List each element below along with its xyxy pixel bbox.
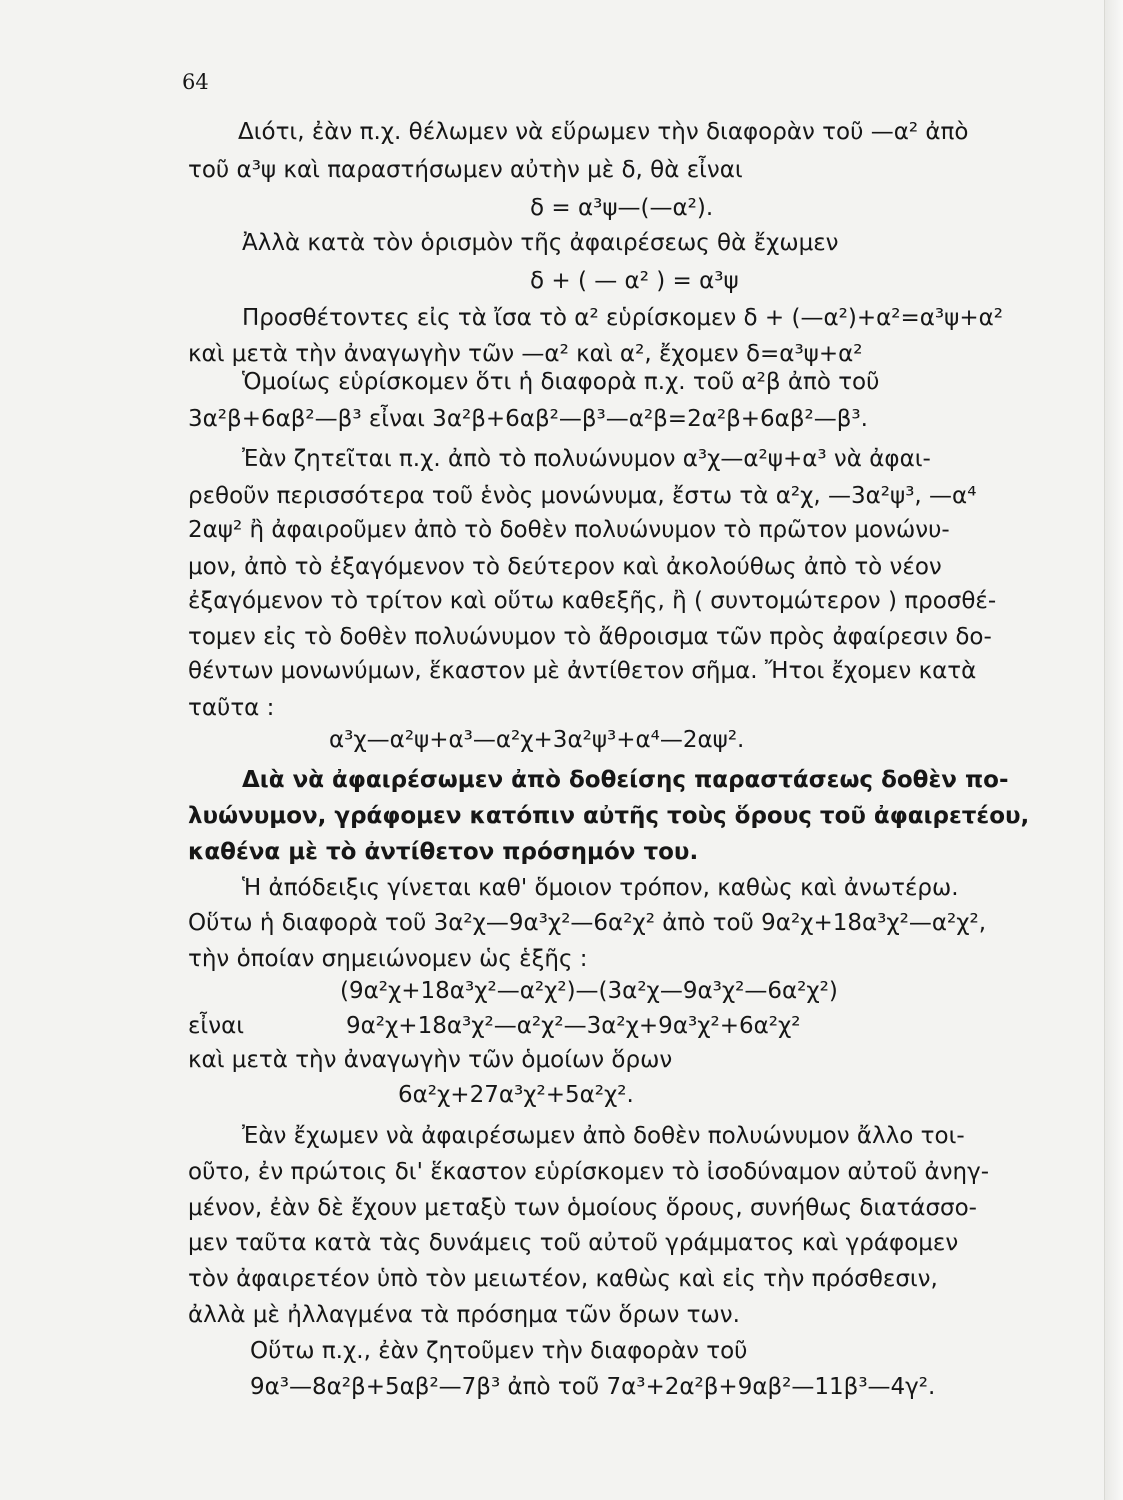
text-line: τὸν ἀφαιρετέον ὑπὸ τὸν μειωτέον, καθὼς καὶ εἰς τὴν πρόσθεσιν, bbox=[188, 1266, 938, 1292]
text-line: Ἡ ἀπόδειξις γίνεται καθ' ὅμοιον τρόπον, καθὼς καὶ ἀνωτέρω. bbox=[242, 875, 959, 901]
equation-line: δ = α³ψ—(—α²). bbox=[530, 195, 714, 221]
text-line: μεν ταῦτα κατὰ τὰς δυνάμεις τοῦ αὐτοῦ γράμματος καὶ γράφομεν bbox=[188, 1230, 959, 1256]
text-line: Ὁμοίως εὑρίσκομεν ὅτι ἡ διαφορὰ π.χ. τοῦ α²β ἀπὸ τοῦ bbox=[242, 369, 880, 395]
text-line: μον, ἀπὸ τὸ ἐξαγόμενον τὸ δεύτερον καὶ ἀκολούθως ἀπὸ τὸ νέον bbox=[188, 554, 942, 580]
text-line: ρεθοῦν περισσότερα τοῦ ἑνὸς μονώνυμα, ἔστω τὰ α²χ, —3α²ψ³, —α⁴ bbox=[188, 483, 977, 509]
text-line: 2αψ² ἢ ἀφαιροῦμεν ἀπὸ τὸ δοθὲν πολυώνυμον τὸ πρῶτον μονώνυ- bbox=[188, 517, 950, 543]
rule-text-line: λυώνυμον, γράφομεν κατόπιν αὐτῆς τοὺς ὅρους τοῦ ἀφαιρετέου, bbox=[188, 803, 1030, 829]
text-line: ἐξαγόμενον τὸ τρίτον καὶ οὕτω καθεξῆς, ἢ ( συντομώτερον ) προσθέ- bbox=[188, 588, 997, 614]
equation-line: α³χ—α²ψ+α³—α²χ+3α²ψ³+α⁴—2αψ². bbox=[329, 727, 745, 753]
text-line: Ἐὰν ἔχωμεν νὰ ἀφαιρέσωμεν ἀπὸ δοθὲν πολυώνυμον ἄλλο τοι- bbox=[242, 1123, 965, 1149]
text-line: Ἐὰν ζητεῖται π.χ. ἀπὸ τὸ πολυώνυμον α³χ—α²ψ+α³ νὰ ἀφαι- bbox=[242, 446, 931, 472]
text-line: Οὕτω π.χ., ἐὰν ζητοῦμεν τὴν διαφορὰν τοῦ bbox=[250, 1338, 748, 1364]
text-line: Διότι, ἐὰν π.χ. θέλωμεν νὰ εὕρωμεν τὴν διαφορὰν τοῦ —α² ἀπὸ bbox=[238, 119, 969, 145]
text-line: τομεν εἰς τὸ δοθὲν πολυώνυμον τὸ ἄθροισμα τῶν πρὸς ἀφαίρεσιν δο- bbox=[188, 624, 992, 650]
text-line: ἀλλὰ μὲ ἠλλαγμένα τὰ πρόσημα τῶν ὅρων των. bbox=[188, 1302, 740, 1328]
text-line: 3α²β+6αβ²—β³ εἶναι 3α²β+6αβ²—β³—α²β=2α²β+6αβ²—β³. bbox=[188, 406, 868, 432]
page-number: 64 bbox=[182, 70, 209, 94]
equation-line: 9α²χ+18α³χ²—α²χ²—3α²χ+9α³χ²+6α²χ² bbox=[346, 1013, 801, 1039]
text-line: ταῦτα : bbox=[188, 695, 275, 721]
text-line: καὶ μετὰ τὴν ἀναγωγὴν τῶν —α² καὶ α², ἔχομεν δ=α³ψ+α² bbox=[188, 341, 863, 367]
text-line: οῦτο, ἐν πρώτοις δι' ἕκαστον εὑρίσκομεν τὸ ἰσοδύναμον αὐτοῦ ἀνηγ- bbox=[188, 1159, 989, 1185]
text-line: Προσθέτοντες εἰς τὰ ἴσα τὸ α² εὑρίσκομεν δ + (—α²)+α²=α³ψ+α² bbox=[242, 305, 1003, 331]
text-line: θέντων μονωνύμων, ἕκαστον μὲ ἀντίθετον σῆμα. Ἤτοι ἔχομεν κατὰ bbox=[188, 658, 977, 684]
rule-text-line: καθένα μὲ τὸ ἀντίθετον πρόσημόν του. bbox=[188, 839, 699, 865]
rule-text-line: Διὰ νὰ ἀφαιρέσωμεν ἀπὸ δοθείσης παραστάσεως δοθὲν πο- bbox=[242, 767, 1009, 793]
text-line: καὶ μετὰ τὴν ἀναγωγὴν τῶν ὁμοίων ὅρων bbox=[188, 1047, 673, 1073]
equation-line: 6α²χ+27α³χ²+5α²χ². bbox=[398, 1082, 634, 1108]
text-line: τοῦ α³ψ καὶ παραστήσωμεν αὐτὴν μὲ δ, θὰ εἶναι bbox=[188, 157, 743, 183]
text-line: Ἀλλὰ κατὰ τὸν ὁρισμὸν τῆς ἀφαιρέσεως θὰ ἔχωμεν bbox=[242, 230, 839, 256]
page-binding-edge bbox=[1104, 0, 1123, 1500]
text-line: εἶναι bbox=[188, 1013, 245, 1039]
text-line: τὴν ὁποίαν σημειώνομεν ὡς ἑξῆς : bbox=[188, 946, 588, 972]
text-line: Οὕτω ἡ διαφορὰ τοῦ 3α²χ—9α³χ²—6α²χ² ἀπὸ τοῦ 9α²χ+18α³χ²—α²χ², bbox=[188, 910, 987, 936]
text-line: μένον, ἐὰν δὲ ἔχουν μεταξὺ των ὁμοίους ὅρους, συνήθως διατάσσο- bbox=[188, 1195, 977, 1221]
equation-line: δ + ( — α² ) = α³ψ bbox=[530, 268, 739, 294]
equation-line: (9α²χ+18α³χ²—α²χ²)—(3α²χ—9α³χ²—6α²χ²) bbox=[340, 978, 838, 1004]
equation-line: 9α³—8α²β+5αβ²—7β³ ἀπὸ τοῦ 7α³+2α²β+9αβ²—11β³—4γ². bbox=[250, 1374, 936, 1400]
